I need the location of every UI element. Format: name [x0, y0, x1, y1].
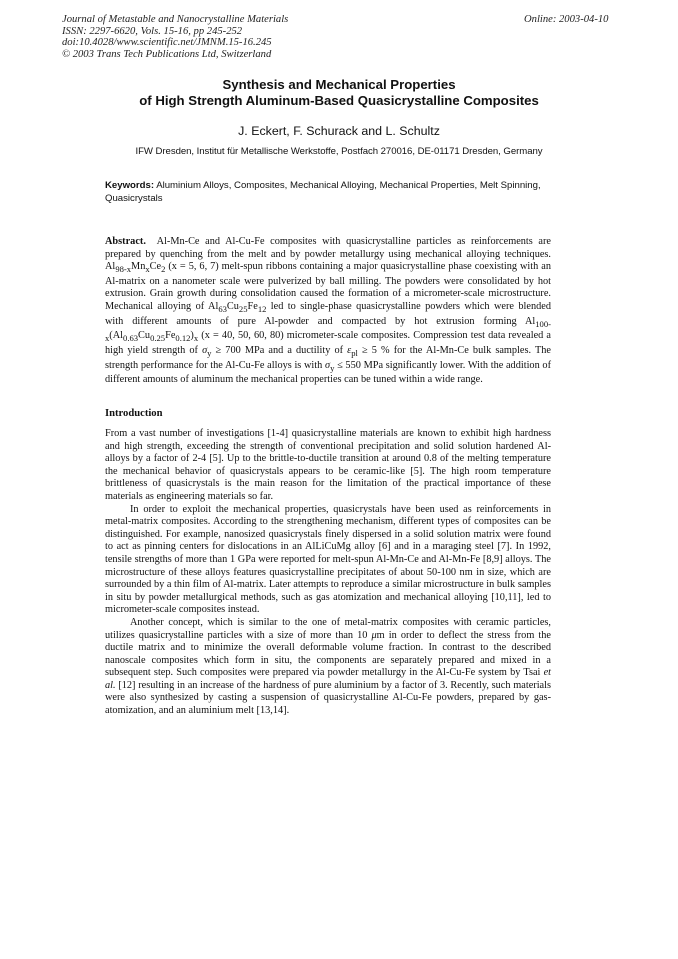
abstract-text: Cu: [138, 330, 151, 342]
copyright-line: © 2003 Trans Tech Publications Ltd, Switzerland: [62, 48, 272, 60]
subscript: 63: [218, 304, 227, 315]
mu-symbol: μ: [371, 629, 377, 641]
subscript: 0.25: [150, 333, 166, 344]
et-al: et al.: [105, 667, 551, 691]
abstract-text: Cu: [226, 301, 239, 313]
abstract-text: ≤ 550 MPa significantly lower. With the addition of different amounts of aluminum the mechanical properties can be tuned within a wide range.: [105, 359, 552, 386]
subscript: 0.63: [123, 333, 139, 344]
paper-title: [0, 77, 678, 109]
subscript: y: [330, 362, 335, 373]
abstract-text: ≥ 700 MPa and a ductility of: [211, 344, 348, 356]
subscript: 0.12: [175, 333, 191, 344]
epsilon-symbol: ε: [347, 344, 352, 356]
abstract-label: Abstract.: [105, 236, 146, 247]
title-line-1: Synthesis and Mechanical Properties: [222, 77, 456, 92]
abstract-text: ≥ 5 % for the Al-Mn-Ce bulk samples. The strength performance for the Al-Cu-Fe alloys is with: [105, 344, 551, 371]
doi-line: doi:10.4028/www.scientific.net/JMNM.15-16.245: [62, 37, 272, 49]
abstract-text: Fe: [247, 301, 258, 313]
subscript: 2: [161, 264, 166, 275]
subscript: y: [207, 347, 212, 358]
journal-name: Journal of Metastable and Nanocrystalline Materials: [62, 14, 289, 25]
keywords-label: Keywords:: [105, 180, 155, 191]
abstract-text: ): [190, 330, 194, 342]
subscript: 25: [238, 304, 248, 315]
abstract-text: Ce: [149, 261, 162, 273]
subscript: x: [145, 264, 150, 275]
abstract-text: Al-Mn-Ce and Al-Cu-Fe composites with quasicrystalline particles as reinforcements are prepared by quenching from the melt and by powder metallurgy using mechanical alloying techniques. Al: [105, 236, 551, 273]
abstract-text: (Al: [109, 330, 124, 342]
keywords-text: Aluminium Alloys, Composites, Mechanical Alloying, Mechanical Properties, Melt Spinning, Quasicrystals: [105, 180, 541, 204]
abstract: [105, 236, 551, 387]
subscript: x: [193, 333, 199, 344]
journal-header: [62, 14, 288, 60]
subscript: pl: [351, 347, 358, 358]
issn-line: ISSN: 2297-6620, Vols. 15-16, pp 245-252: [62, 25, 243, 37]
abstract-text: Mn: [131, 261, 146, 273]
affiliation: IFW Dresden, Institut für Metallische Werkstoffe, Postfach 270016, DE-01171 Dresden, Germany: [135, 146, 543, 157]
introduction-heading: Introduction: [105, 408, 163, 419]
introduction-body: [105, 428, 551, 718]
keywords: [105, 179, 555, 205]
title-line-2: of High Strength Aluminum-Based Quasicrystalline Composites: [139, 93, 539, 108]
sigma-symbol: σ: [325, 359, 331, 371]
online-date: Online: 2003-04-10: [524, 14, 609, 25]
intro-paragraph-1: From a vast number of investigations [1-4] quasicrystalline materials are known to exhibit high hardness and high strength, exceeding the strength of conventional precipitation and solid solution hardened Al-alloys by a factor of 2-4 [5]. Up to the brittle-to-ductile transition at around 0.8 of the melting temperature the mechanical behavior of quasicrystals appears to be ceramic-like [5]. The high room temperature brittleness of quasicrystals is the main reason for the limitation of the practical importance of these materials as engineering materials so far.: [105, 428, 551, 502]
paragraph-text: m in order to deflect the stress from the ductile matrix and to minimize the overall deformable volume fraction. In contrast to the described nanoscale composites which form in situ, the components are separately prepared and mixed in a subsequent step. Such composites were prepared via powder metallurgy in the Al-Cu-Fe system by Tsai: [105, 629, 551, 679]
abstract-text: Fe: [165, 330, 176, 342]
paragraph-text: Another concept, which is similar to the one of metal-matrix composites with ceramic particles, utilizes quasicrystalline particles with a size of more than 10: [105, 616, 551, 641]
subscript: 100-x: [105, 318, 551, 344]
paragraph-text: [12] resulting in an increase of the hardness of pure aluminium by a factor of 3. Recently, such materials were also synthesized by casting a suspension of quasicrystalline Al-Cu-Fe powders, prepared by gas-atomization, and an aluminium melt [13,14].: [105, 679, 551, 717]
abstract-text: led to single-phase quasicrystalline powders which were blended with different amounts of pure Al-powder and compacted by hot extrusion forming Al: [105, 301, 551, 327]
subscript: 98-x: [115, 264, 132, 275]
authors: J. Eckert, F. Schurack and L. Schultz: [238, 124, 440, 138]
abstract-text: (x = 40, 50, 60, 80) micrometer-scale composites. Compression test data revealed a high yield strength of: [105, 330, 551, 356]
abstract-text: (x = 5, 6, 7) melt-spun ribbons containing a major quasicrystalline phase coexisting with an Al-matrix on a nanometer scale were pulverized by ball milling. The powders were consolidated by hot extrusion. Grain growth during consolidation caused the formation of a micrometer-scale microstructure. Mechanical alloying of Al: [105, 261, 551, 313]
intro-paragraph-3: [105, 617, 551, 718]
subscript: 12: [257, 304, 267, 315]
intro-paragraph-2: In order to exploit the mechanical properties, quasicrystals have been used as reinforcements in metal-matrix composites. According to the strengthening mechanism, different types of composites can be distinguished. For example, nanosized quasicrystals finely dispersed in a solid solution matrix were found to act as pinning centers for dislocations in an AlLiCuMg alloy [6] and in a maraging steel [7]. In 1992, tensile strengths of more than 1 GPa were reported for melt-spun Al-Mn-Ce and Al-Mn-Fe [8,9] alloys. The microstructure of these alloys features quasicrystalline precipitates of about 50-100 nm in size, which are surrounded by a thin film of Al-matrix. Later attempts to reproduce a similar microstructure in bulk samples in situ by powder metallurgical methods, such as gas atomization and mechanical alloying [10,11], led to micrometer-scale composites instead.: [105, 503, 551, 616]
sigma-symbol: σ: [202, 344, 208, 356]
